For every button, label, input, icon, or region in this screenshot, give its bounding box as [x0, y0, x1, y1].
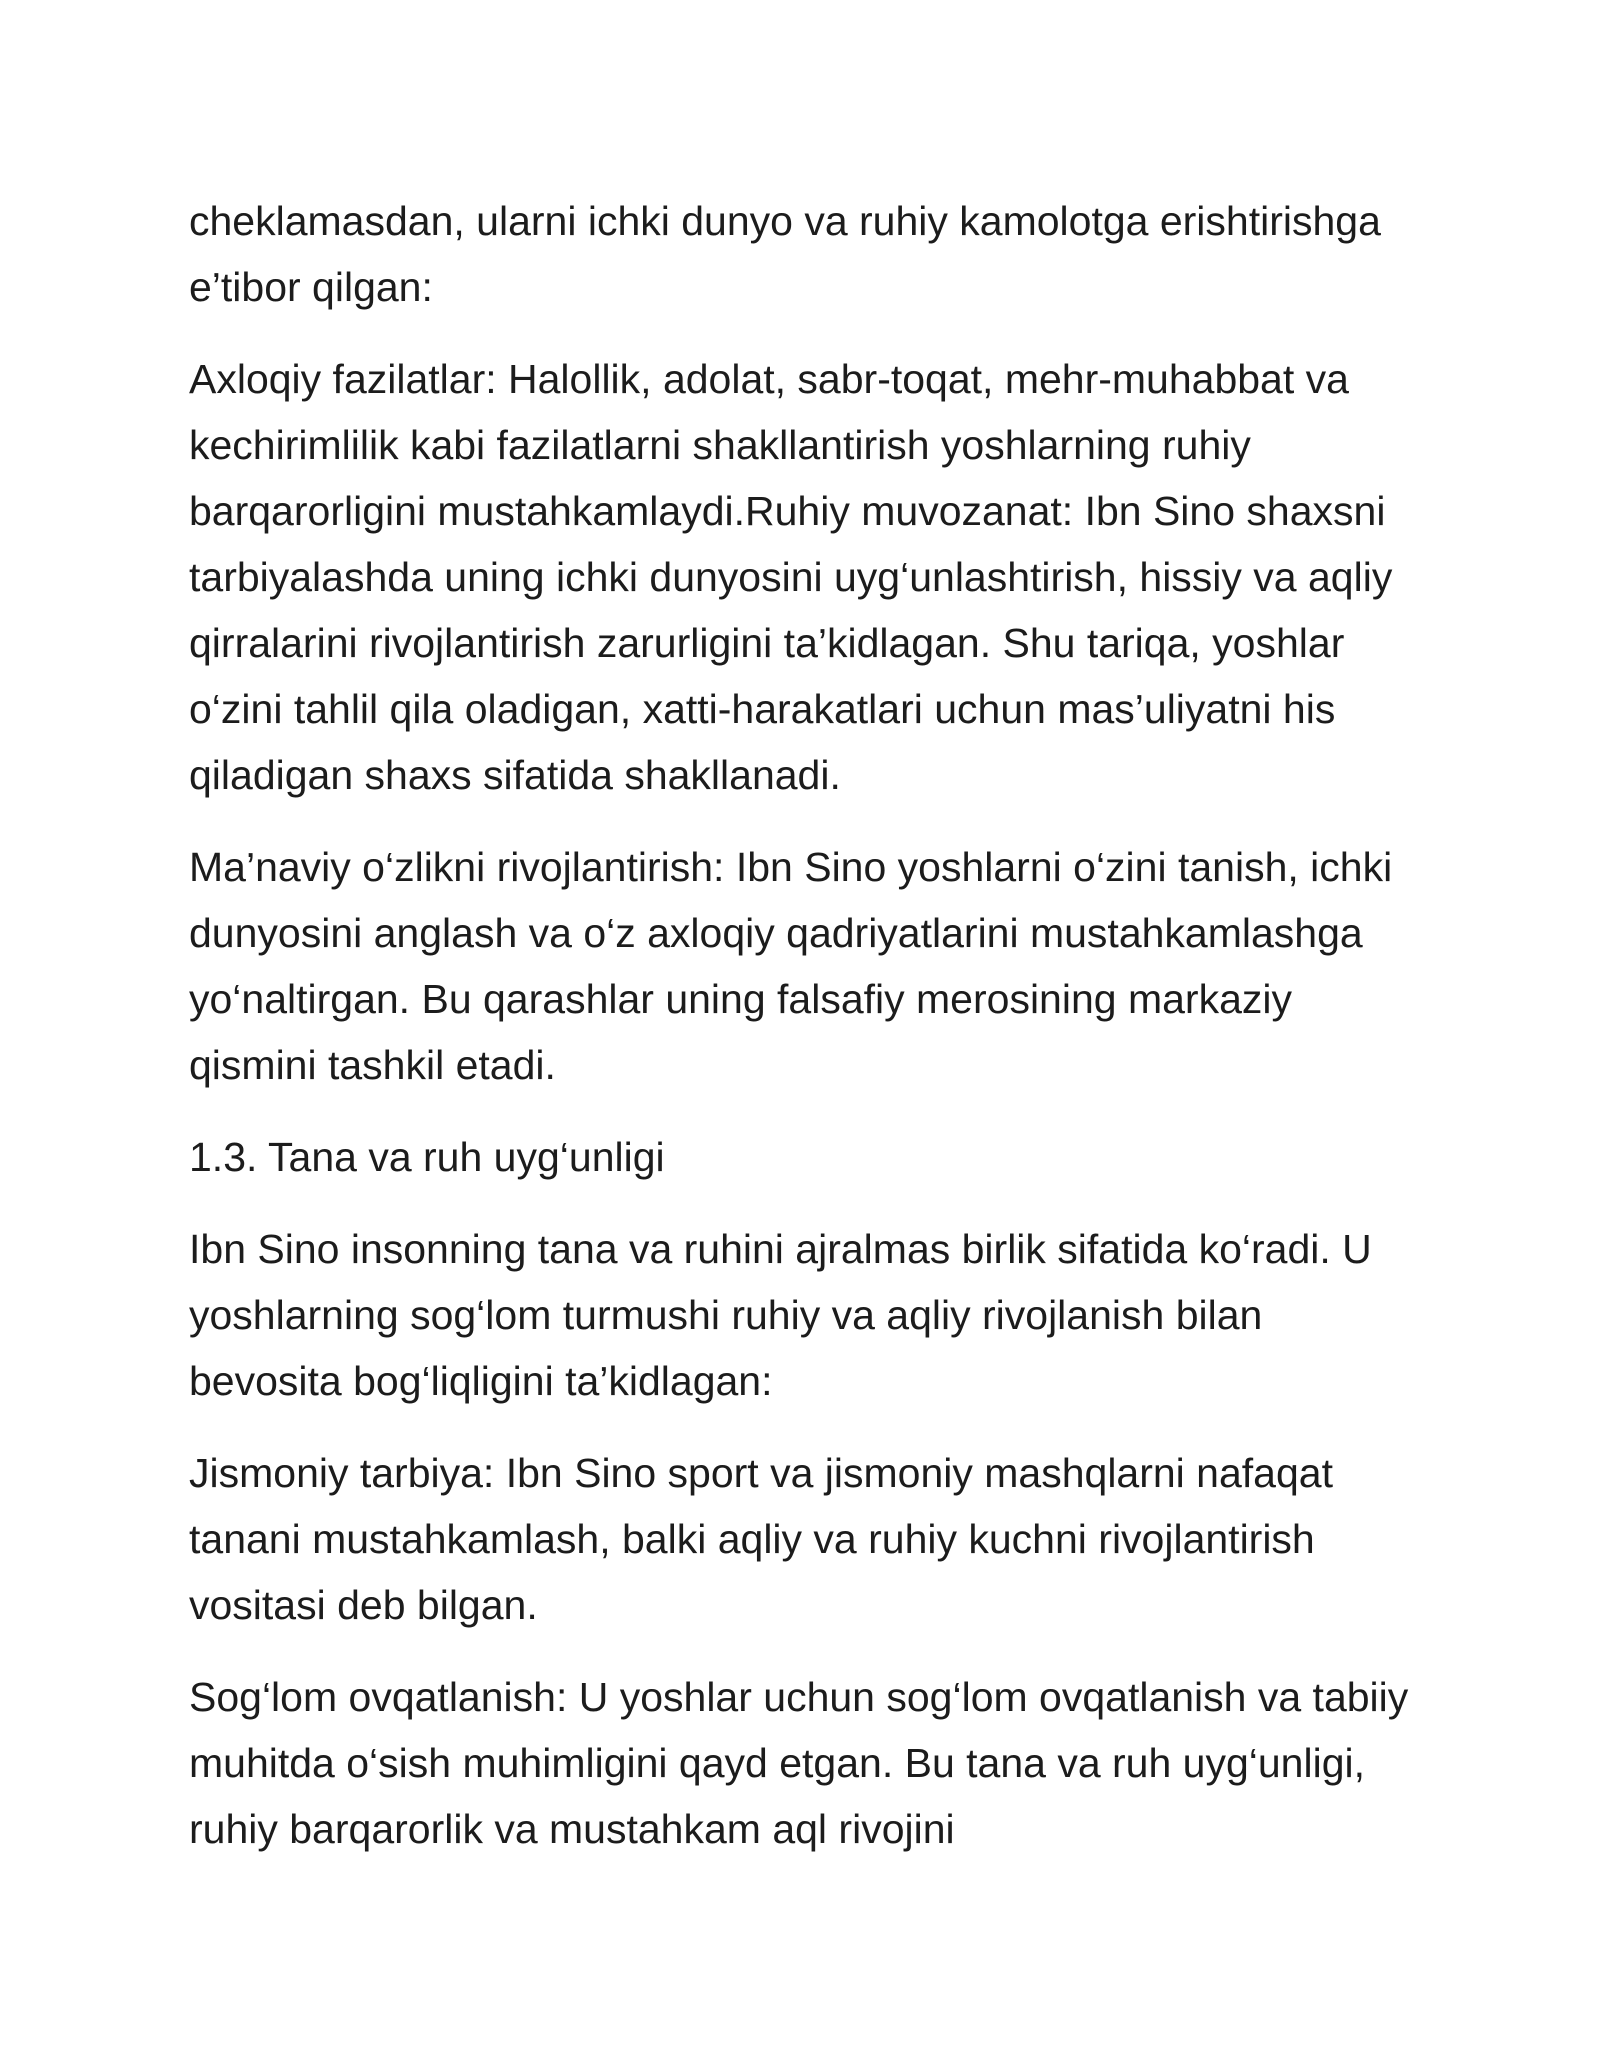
paragraph-healthy-nutrition: Sog‘lom ovqatlanish: U yoshlar uchun sog‘lom ovqatlanish va tabiiy muhitda o‘sish muhimligini qayd etgan. Bu tana va ruh uyg‘unligi, ruhiy barqarorlik va mustahkam aql rivojini — [189, 1674, 1409, 1852]
paragraph-spiritual-identity: Ma’naviy o‘zlikni rivojlantirish: Ibn Sino yoshlarni o‘zini tanish, ichki dunyosini anglash va o‘z axloqiy qadriyatlarini mustahkamlashga yo‘naltirgan. Bu qarashlar uning falsafiy merosining markaziy qismini tashkil etadi. — [189, 844, 1393, 1088]
paragraph-continuation: cheklamasdan, ularni ichki dunyo va ruhiy kamolotga erishtirishga e’tibor qilgan: — [189, 198, 1381, 310]
paragraph-body-soul-unity: Ibn Sino insonning tana va ruhini ajralmas birlik sifatida ko‘radi. U yoshlarning sog‘lom turmushi ruhiy va aqliy rivojlanish bilan bevosita bog‘liqligini ta’kidlagan: — [189, 1226, 1372, 1404]
paragraph-moral-virtues: Axloqiy fazilatlar: Halollik, adolat, sabr-toqat, mehr-muhabbat va kechirimlilik kabi fazilatlarni shakllantirish yoshlarning ruhiy barqarorligini mustahkamlaydi.Ruhiy muvozanat: Ibn Sino shaxsni tarbiyalashda uning ichki dunyosini uyg‘unlashtirish, hissiy va aqliy qirralarini rivojlantirish zarurligini ta’kidlagan. Shu tariqa, yoshlar o‘zini tahlil qila oladigan, xatti-harakatlari uchun mas’uliyatni his qiladigan shaxs sifatida shakllanadi. — [189, 356, 1393, 798]
section-heading: 1.3. Tana va ruh uyg‘unligi — [189, 1134, 665, 1180]
document-body — [189, 188, 1424, 1888]
paragraph-physical-education: Jismoniy tarbiya: Ibn Sino sport va jismoniy mashqlarni nafaqat tanani mustahkamlash, balki aqliy va ruhiy kuchni rivojlantirish vositasi deb bilgan. — [189, 1450, 1333, 1628]
